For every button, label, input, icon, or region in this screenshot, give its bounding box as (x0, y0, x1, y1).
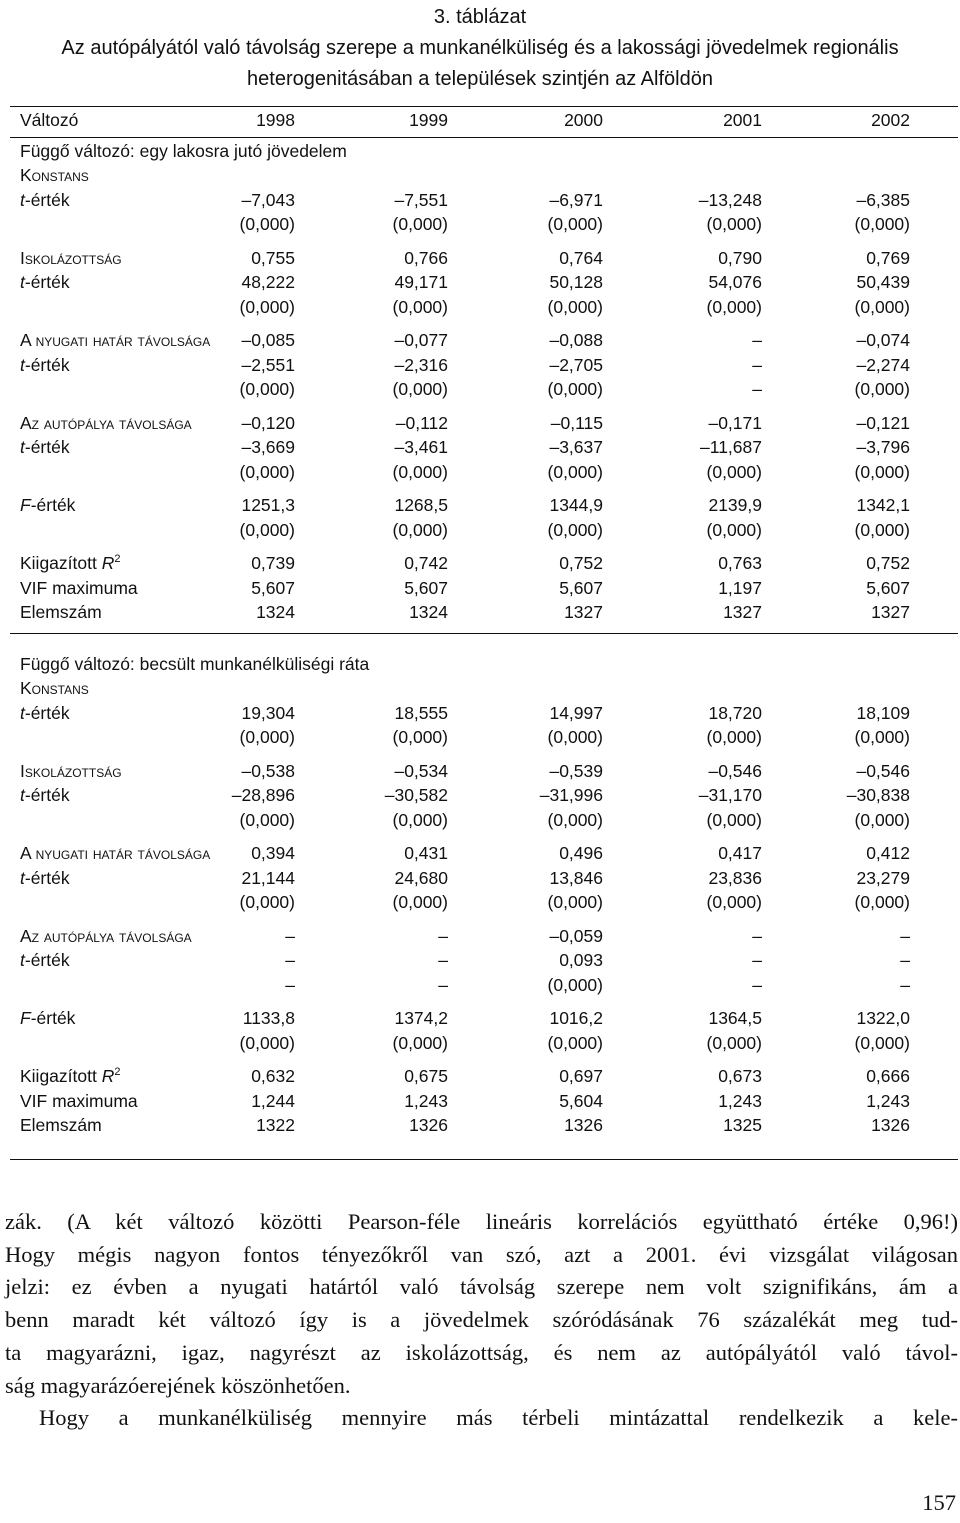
table-cell: 1016,2 (549, 1008, 603, 1028)
table-cell: (0,000) (547, 296, 603, 317)
row-label (20, 866, 70, 891)
table-cell: (0,000) (547, 214, 603, 234)
table-cell: (0,000) (706, 461, 762, 482)
table-cell: 0,752 (559, 553, 603, 573)
table-cell: 0,769 (866, 247, 910, 268)
table-bottom-rule (10, 1159, 958, 1160)
table-cell: (0,000) (706, 296, 762, 317)
table-cell: 5,604 (559, 1090, 603, 1111)
table-cell: – (752, 974, 762, 995)
table-cell: –0,059 (549, 925, 603, 946)
row-label (20, 551, 120, 576)
row-label: A nyugati határ távolsága (20, 330, 211, 350)
row-label: Konstans (20, 678, 89, 698)
body-text-line: zák. (A két változó közötti Pearson-féle lineáris korrelációs együttható értéke 0,96!) (5, 1209, 958, 1234)
table-cell: 54,076 (708, 272, 762, 292)
label-suffix: -érték (24, 950, 70, 970)
table-cell: – (752, 925, 762, 946)
table-cell: 0,632 (251, 1066, 295, 1086)
table-cell: – (285, 974, 295, 995)
row-spacer (20, 915, 940, 924)
table-cell: –6,385 (856, 189, 910, 210)
table-cell: (0,000) (392, 379, 448, 399)
table-cell: 0,496 (559, 843, 603, 863)
label-suffix: -érték (24, 437, 70, 457)
table-row (20, 1089, 940, 1114)
table-cell: – (900, 950, 910, 970)
table-row (20, 246, 940, 271)
table-cell: –0,115 (550, 412, 603, 433)
row-label (20, 435, 70, 460)
table-cell: 1322,0 (856, 1008, 910, 1028)
table-row (20, 411, 940, 436)
table-cell: 0,431 (404, 843, 448, 863)
header-year: 1998 (256, 110, 295, 130)
table-cell: (0,000) (392, 214, 448, 234)
table-cell: 49,171 (394, 272, 448, 292)
table-cell: – (438, 950, 448, 970)
table-cell: (0,000) (547, 519, 603, 540)
body-text-line: benn maradt két változó így is a jövedelmek szóródásának 76 százalékát meg tud- (5, 1307, 958, 1333)
table-cell: (0,000) (547, 1032, 603, 1053)
table-cell: –0,120 (241, 412, 295, 433)
table-row (20, 576, 940, 601)
section-title: Függő változó: egy lakosra jutó jövedelem (20, 140, 347, 161)
table-cell: (0,000) (392, 809, 448, 830)
table-cell: (0,000) (854, 892, 910, 912)
table-cell: 1,243 (718, 1090, 762, 1111)
label-italic-prefix: t (20, 702, 25, 723)
table-cell: –7,551 (394, 189, 448, 210)
table-cell: (0,000) (854, 214, 910, 234)
body-text-line: ta magyarázni, igaz, nagyrészt az iskolázottság, és nem az autópályától való távol- (5, 1339, 958, 1365)
table-row (20, 328, 940, 353)
label-italic-prefix: t (20, 354, 25, 375)
row-label: VIF maximuma (20, 1090, 138, 1111)
page-number: 157 (922, 1490, 956, 1515)
table-cell: –0,538 (241, 760, 295, 781)
header-year: 2002 (871, 110, 910, 130)
table-row (20, 460, 940, 485)
table-cell: (0,000) (239, 519, 295, 540)
table-caption (0, 2, 960, 95)
table-row (20, 353, 940, 378)
table-cell: 0,666 (866, 1066, 910, 1086)
row-label (20, 701, 70, 726)
table-cell: –0,546 (708, 760, 762, 781)
table-cell: –2,551 (241, 354, 295, 375)
table-cell: 0,764 (559, 247, 603, 268)
table-cell: –0,171 (708, 412, 762, 433)
table-cell: –3,796 (856, 437, 910, 457)
table-cell: 48,222 (241, 272, 295, 292)
table-cell: 1324 (409, 602, 448, 622)
table-cell: (0,000) (547, 379, 603, 399)
row-label: Elemszám (20, 1115, 102, 1135)
table-cell: –0,077 (394, 330, 448, 350)
table-cell: (0,000) (392, 519, 448, 540)
table-cell: (0,000) (239, 1032, 295, 1053)
table-cell: (0,000) (854, 379, 910, 399)
body-text (5, 1206, 958, 1435)
body-text-line: jelzi: ez évben a nyugati határtól való távolság szerepe nem volt szignifikáns, ám a (5, 1274, 958, 1300)
table-row (20, 676, 940, 701)
table-cell: 0,752 (866, 553, 910, 573)
table-row (20, 866, 940, 891)
table-cell: (0,000) (392, 892, 448, 912)
table-number: 3. táblázat (433, 6, 527, 28)
table-cell: (0,000) (547, 892, 603, 912)
table-cell: 1,197 (718, 577, 762, 598)
table-cell: 18,720 (708, 702, 762, 723)
row-label (20, 188, 70, 213)
table-cell: 13,846 (549, 867, 603, 888)
table-cell: 0,790 (718, 247, 762, 268)
table-cell: 50,128 (549, 272, 603, 292)
row-spacer (20, 832, 940, 841)
table-row (20, 973, 940, 998)
table-row (20, 1006, 940, 1031)
table-title-line-1: Az autópályától való távolság szerepe a munkanélküliség és a lakossági jövedelmek regionális (61, 37, 899, 59)
table-cell: (0,000) (547, 727, 603, 747)
table-cell: (0,000) (239, 809, 295, 830)
table-cell: 1326 (409, 1115, 448, 1135)
table-cell: –6,971 (549, 189, 603, 210)
table-cell: 5,607 (251, 577, 295, 598)
table-cell: 0,675 (404, 1066, 448, 1086)
table-cell: (0,000) (547, 461, 603, 482)
table-cell: (0,000) (239, 892, 295, 912)
row-label: Az autópálya távolsága (20, 412, 192, 433)
section-header-row (20, 652, 940, 677)
table-cell: –2,274 (856, 354, 910, 375)
row-spacer (20, 997, 940, 1006)
label-suffix: -érték (30, 495, 76, 515)
section-rule (20, 625, 940, 643)
label-text: Kiigazított (20, 1066, 102, 1086)
table-row (20, 600, 940, 625)
label-italic-prefix: F (20, 495, 31, 515)
table-cell: 21,144 (241, 867, 295, 888)
row-spacer (20, 484, 940, 493)
label-italic: R (101, 1066, 115, 1086)
table-cell: (0,000) (706, 519, 762, 540)
table-cell: 0,417 (718, 843, 762, 863)
table-cell: –0,539 (549, 760, 603, 781)
table-cell: 1326 (871, 1115, 910, 1135)
row-spacer (20, 643, 940, 652)
table-cell: –0,121 (856, 412, 910, 433)
label-suffix: -érték (24, 702, 70, 723)
table-cell: (0,000) (239, 379, 295, 399)
table-cell: –7,043 (241, 189, 295, 210)
table-cell: 1364,5 (708, 1008, 762, 1028)
row-spacer (20, 319, 940, 328)
table-cell: (0,000) (854, 1032, 910, 1053)
label-suffix: -érték (24, 785, 70, 805)
label-italic-prefix: F (20, 1008, 31, 1028)
table-cell: – (752, 354, 762, 375)
table-cell: 2139,9 (708, 495, 762, 515)
row-label: Iskolázottság (20, 760, 122, 781)
table-cell: (0,000) (239, 296, 295, 317)
label-italic: R (101, 553, 115, 573)
table-cell: (0,000) (547, 974, 603, 995)
table-cell: (0,000) (706, 1032, 762, 1053)
table-cell: (0,000) (854, 296, 910, 317)
label-superscript: 2 (114, 553, 121, 566)
table-cell: (0,000) (392, 461, 448, 482)
table-header-row (20, 108, 940, 133)
table-row (20, 759, 940, 784)
table-cell: –0,534 (394, 760, 448, 781)
row-label (20, 1006, 75, 1031)
table-cell: 5,607 (559, 577, 603, 598)
table-row (20, 270, 940, 295)
row-label (20, 948, 70, 973)
table-cell: –0,088 (549, 330, 603, 350)
table-cell: (0,000) (854, 727, 910, 747)
table-cell: 1327 (564, 602, 603, 622)
body-text-line: Hogy a munkanélküliség mennyire más térbeli mintázattal rendelkezik a kele- (39, 1405, 958, 1431)
row-label: VIF maximuma (20, 577, 138, 598)
row-label (20, 1064, 120, 1089)
label-italic-prefix: t (20, 950, 25, 970)
table-row (20, 188, 940, 213)
table-cell: –3,461 (394, 437, 448, 457)
label-suffix: -érték (30, 1008, 76, 1028)
table-cell: 24,680 (394, 867, 448, 888)
label-suffix: -érték (24, 354, 70, 375)
table-cell: 0,739 (251, 553, 295, 573)
label-suffix: -érték (24, 867, 70, 888)
table-cell: 0,755 (251, 247, 295, 268)
table-row (20, 890, 940, 915)
table-row (20, 1064, 940, 1089)
table-cell: 23,279 (856, 867, 910, 888)
table-row (20, 841, 940, 866)
table-row (20, 212, 940, 237)
table-cell: 50,439 (856, 272, 910, 292)
row-spacer (20, 402, 940, 411)
table-cell: (0,000) (706, 892, 762, 912)
table-cell: –30,582 (384, 785, 448, 805)
row-spacer (20, 542, 940, 551)
table-row (20, 924, 940, 949)
table-cell: 0,766 (404, 247, 448, 268)
table-row (20, 1031, 940, 1056)
table-cell: 0,394 (251, 843, 295, 863)
table-cell: – (900, 925, 910, 946)
table-cell: –2,705 (549, 354, 603, 375)
table-row (20, 783, 940, 808)
table-cell: 1327 (871, 602, 910, 622)
table-cell: –28,896 (231, 785, 295, 805)
body-text-line: Hogy mégis nagyon fontos tényezőkről van szó, azt a 2001. évi vizsgálat világosan (5, 1241, 958, 1267)
table-cell: –0,085 (241, 330, 295, 350)
table-row (20, 377, 940, 402)
table-row (20, 295, 940, 320)
section-title: Függő változó: becsült munkanélküliségi ráta (20, 653, 370, 674)
table-cell: – (752, 950, 762, 970)
header-variable: Változó (20, 110, 79, 130)
table-cell: 1325 (723, 1115, 762, 1135)
row-spacer (20, 1055, 940, 1064)
table-cell: 18,109 (856, 702, 910, 723)
table-row (20, 1113, 940, 1138)
label-italic-prefix: t (20, 867, 25, 888)
table-cell: (0,000) (854, 809, 910, 830)
table-cell: 1,243 (404, 1090, 448, 1111)
table-cell: –30,838 (846, 785, 910, 805)
body-text-line: ság magyarázóerejének köszönhetően. (5, 1372, 351, 1398)
header-year: 1999 (409, 110, 448, 130)
table-row (20, 493, 940, 518)
table-row (20, 948, 940, 973)
table-cell: –31,170 (698, 785, 762, 805)
table-cell: –0,074 (856, 330, 910, 350)
table-cell: 1324 (256, 602, 295, 622)
table-cell: 1342,1 (856, 495, 910, 515)
table-cell: (0,000) (706, 809, 762, 830)
table-cell: –13,248 (698, 189, 762, 210)
table-cell: –3,637 (549, 437, 603, 457)
table-cell: 0,673 (718, 1066, 762, 1086)
table-cell: 1322 (256, 1115, 295, 1135)
row-label (20, 270, 70, 295)
table-cell: 0,697 (559, 1066, 603, 1086)
table-row (20, 551, 940, 576)
row-label (20, 783, 70, 808)
table-cell: –11,687 (700, 437, 762, 457)
label-italic-prefix: t (20, 437, 25, 457)
table-cell: 23,836 (708, 867, 762, 888)
table-cell: 1344,9 (549, 495, 603, 515)
table-cell: (0,000) (392, 727, 448, 747)
header-year: 2000 (564, 110, 603, 130)
table-cell: – (900, 974, 910, 995)
table-cell: 1133,8 (242, 1008, 295, 1028)
table-row (20, 701, 940, 726)
table-cell: (0,000) (392, 296, 448, 317)
table-cell: 1326 (564, 1115, 603, 1135)
table-cell: 0,742 (404, 553, 448, 573)
table-cell: (0,000) (239, 461, 295, 482)
label-italic-prefix: t (20, 189, 25, 210)
table-cell: 1327 (723, 602, 762, 622)
row-label: Konstans (20, 165, 89, 185)
table-cell: 0,412 (866, 843, 910, 863)
row-spacer (20, 750, 940, 759)
label-text: Kiigazított (20, 553, 102, 573)
row-label: Iskolázottság (20, 247, 122, 268)
table-cell: –2,316 (394, 354, 448, 375)
table-cell: – (752, 379, 762, 399)
table-title-line-2: heterogenitásában a települések szintjén az Alföldön (247, 68, 713, 90)
table-cell: (0,000) (706, 727, 762, 747)
table-cell: 19,304 (241, 702, 295, 723)
table-cell: – (285, 925, 295, 946)
table-cell: (0,000) (239, 214, 295, 234)
label-superscript: 2 (114, 1066, 121, 1079)
table-cell: –0,546 (856, 760, 910, 781)
table-cell: – (752, 330, 762, 350)
table-cell: (0,000) (547, 809, 603, 830)
row-label: Elemszám (20, 602, 102, 622)
table-cell: 1,243 (866, 1090, 910, 1111)
table-row (20, 725, 940, 750)
table-cell: – (285, 950, 295, 970)
section-header-row (20, 139, 940, 164)
table-cell: 1268,5 (394, 495, 448, 515)
row-label (20, 353, 70, 378)
label-italic-prefix: t (20, 272, 25, 292)
table-row (20, 163, 940, 188)
table-cell: 5,607 (866, 577, 910, 598)
table-cell: 1251,3 (241, 495, 295, 515)
table-cell: –0,112 (395, 412, 448, 433)
table-cell: 0,763 (718, 553, 762, 573)
table-cell: 1374,2 (394, 1008, 448, 1028)
header-year: 2001 (723, 110, 762, 130)
row-label: A nyugati határ távolsága (20, 843, 211, 863)
section-divider (10, 633, 958, 634)
label-suffix: -érték (24, 272, 70, 292)
table-cell: – (438, 974, 448, 995)
table-cell: – (438, 925, 448, 946)
table-cell: –3,669 (241, 437, 295, 457)
label-suffix: -érték (24, 189, 70, 210)
table-cell: 14,997 (549, 702, 603, 723)
row-label: Az autópálya távolsága (20, 925, 192, 946)
table-cell: 0,093 (559, 950, 603, 970)
table-row (20, 518, 940, 543)
row-spacer (20, 237, 940, 246)
label-italic-prefix: t (20, 785, 25, 805)
table-cell: (0,000) (392, 1032, 448, 1053)
table-body (20, 139, 940, 1138)
row-label (20, 493, 75, 518)
regression-table (20, 106, 940, 1138)
table-cell: (0,000) (239, 727, 295, 747)
table-cell: 18,555 (394, 702, 448, 723)
table-cell: (0,000) (854, 461, 910, 482)
table-cell: –31,996 (539, 785, 603, 805)
table-cell: 1,244 (251, 1090, 295, 1111)
table-cell: (0,000) (854, 519, 910, 540)
table-row (20, 435, 940, 460)
table-cell: (0,000) (706, 214, 762, 234)
table-row (20, 808, 940, 833)
table-cell: 5,607 (404, 577, 448, 598)
